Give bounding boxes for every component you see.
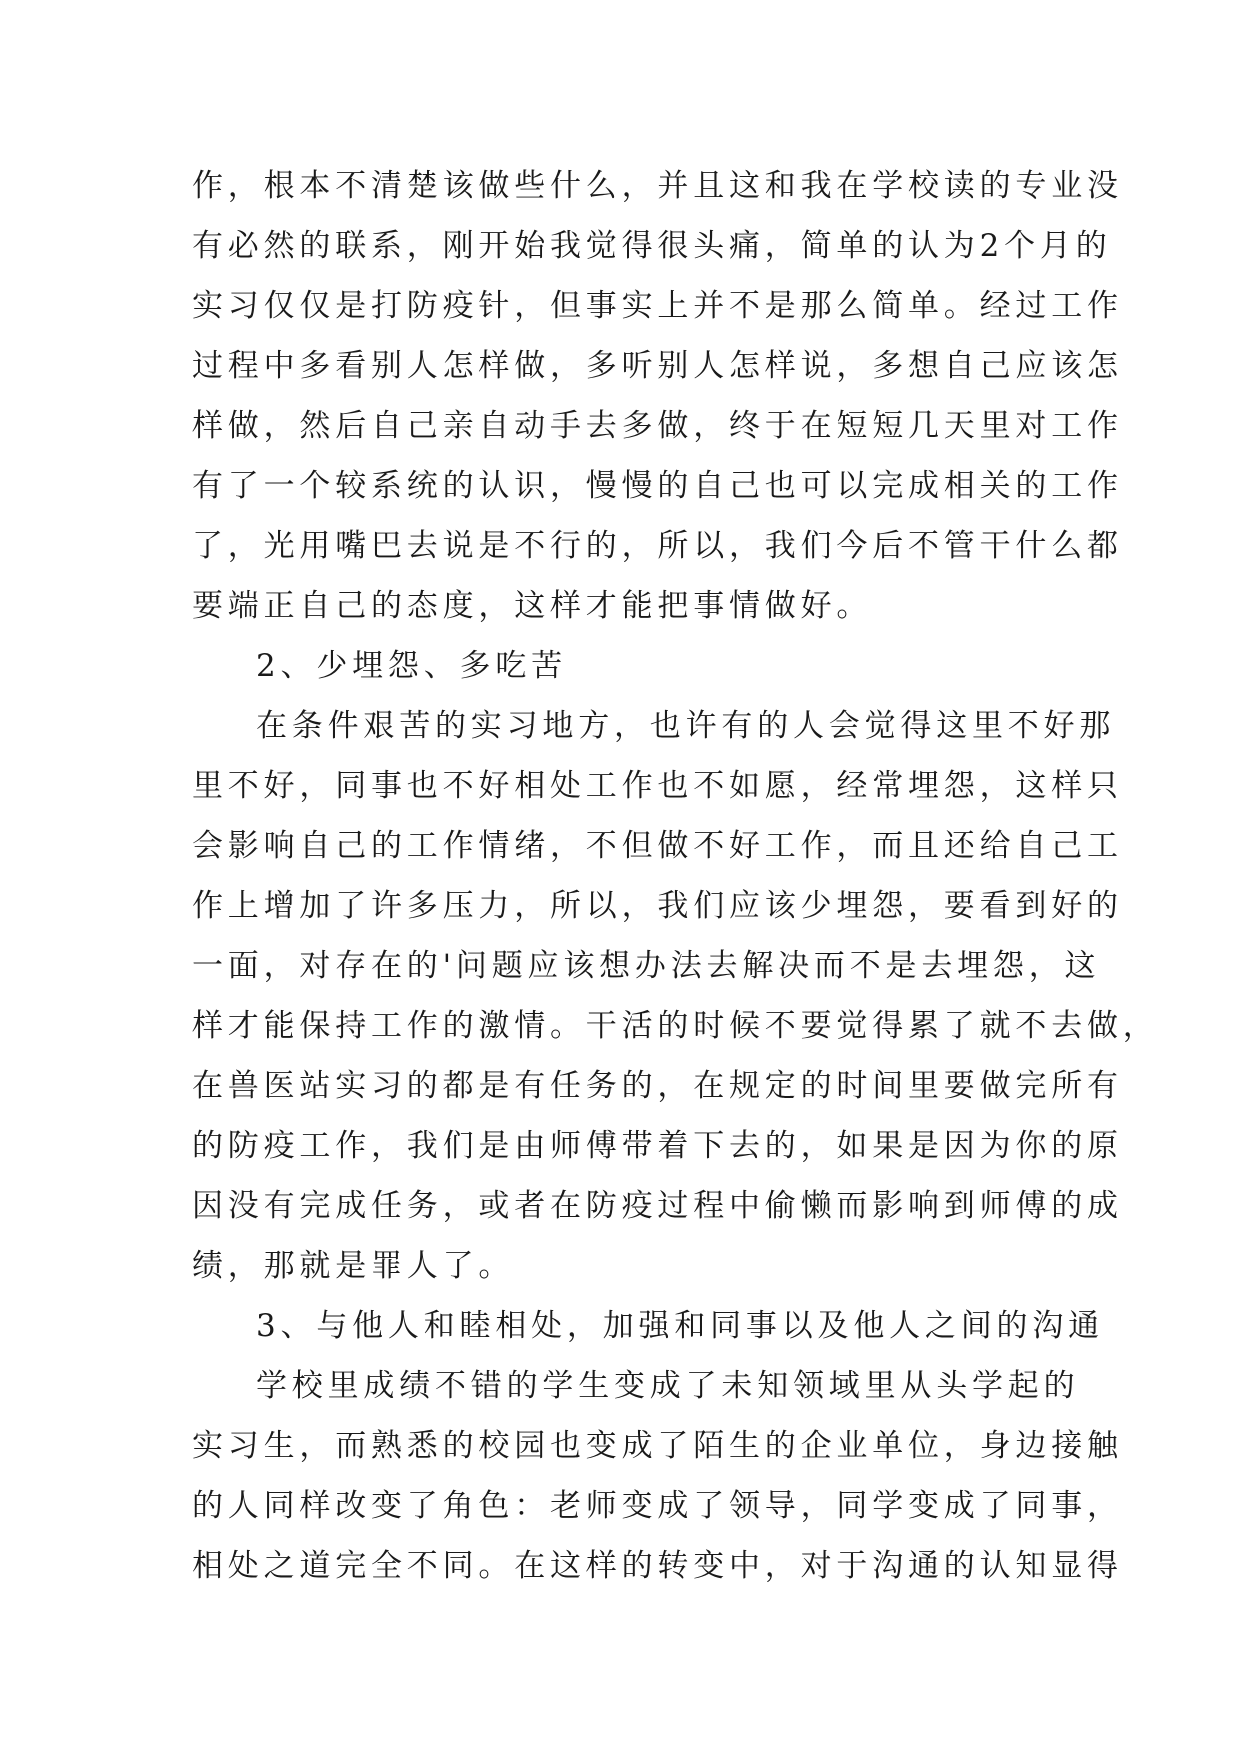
text-line: 要端正自己的态度，这样才能把事情做好。 (192, 588, 873, 624)
text-line: 学校里成绩不错的学生变成了未知领域里从头学起的 (256, 1368, 1080, 1404)
text-line: 有必然的联系，刚开始我觉得很头痛，简单的认为2个月的 (192, 228, 1112, 264)
text-line: 的人同样改变了角色：老师变成了领导，同学变成了同事， (192, 1488, 1123, 1524)
text-line: 了，光用嘴巴去说是不行的，所以，我们今后不管干什么都 (192, 528, 1123, 564)
section-heading: 3、与他人和睦相处，加强和同事以及他人之间的沟通 (256, 1308, 1104, 1344)
text-line: 会影响自己的工作情绪，不但做不好工作，而且还给自己工 (192, 828, 1123, 864)
text-line: 在条件艰苦的实习地方，也许有的人会觉得这里不好那 (256, 708, 1116, 744)
text-line: 一面，对存在的'问题应该想办法去解决而不是去埋怨，这 (192, 948, 1101, 984)
text-line: 的防疫工作，我们是由师傅带着下去的，如果是因为你的原 (192, 1128, 1123, 1164)
text-line: 相处之道完全不同。在这样的转变中，对于沟通的认知显得 (192, 1548, 1123, 1584)
text-line: 实习仅仅是打防疫针，但事实上并不是那么简单。经过工作 (192, 288, 1123, 324)
text-line: 作上增加了许多压力，所以，我们应该少埋怨，要看到好的 (192, 888, 1123, 924)
text-line: 在兽医站实习的都是有任务的，在规定的时间里要做完所有 (192, 1068, 1123, 1104)
text-line: 因没有完成任务，或者在防疫过程中偷懒而影响到师傅的成 (192, 1188, 1123, 1224)
text-line: 过程中多看别人怎样做，多听别人怎样说，多想自己应该怎 (192, 348, 1123, 384)
body-text (192, 156, 1159, 1596)
text-line: 样做，然后自己亲自动手去多做，终于在短短几天里对工作 (192, 408, 1123, 444)
text-line: 有了一个较系统的认识，慢慢的自己也可以完成相关的工作 (192, 468, 1123, 504)
text-line: 作，根本不清楚该做些什么，并且这和我在学校读的专业没 (192, 168, 1123, 204)
section-heading: 2、少埋怨、多吃苦 (256, 648, 567, 684)
text-line: 绩，那就是罪人了。 (192, 1248, 515, 1284)
text-line: 样才能保持工作的激情。干活的时候不要觉得累了就不去做， (192, 1008, 1159, 1044)
text-line: 里不好，同事也不好相处工作也不如愿，经常埋怨，这样只 (192, 768, 1123, 804)
text-line: 实习生，而熟悉的校园也变成了陌生的企业单位，身边接触 (192, 1428, 1123, 1464)
